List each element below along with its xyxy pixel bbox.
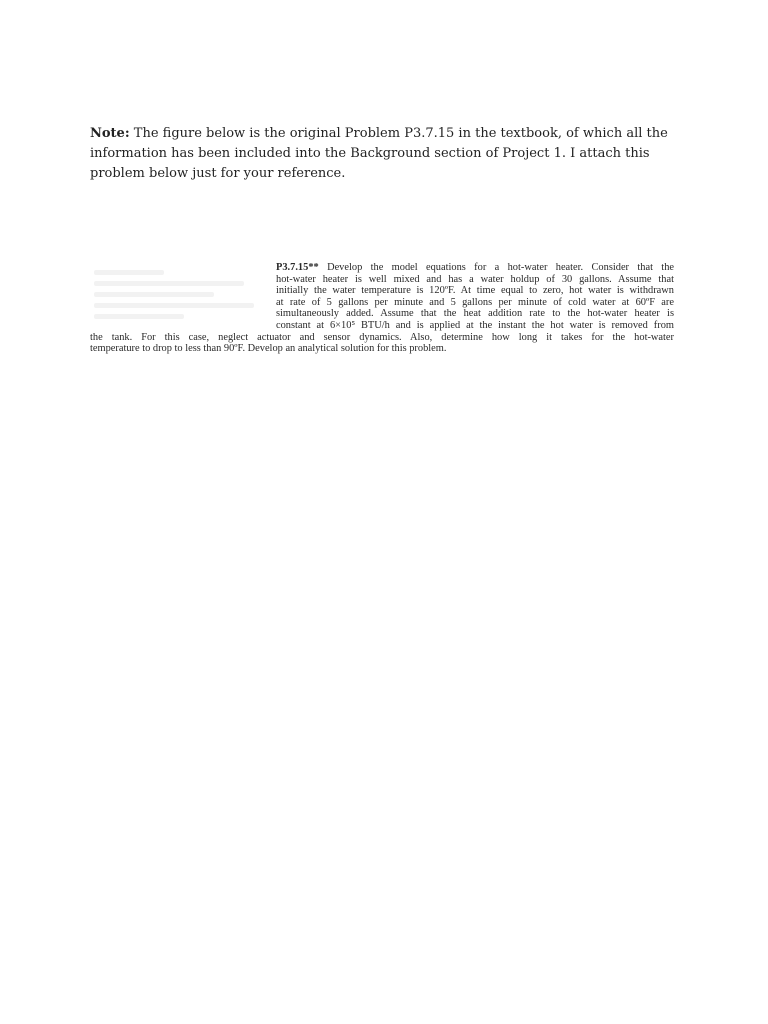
note-text: The figure below is the original Problem P3.7.15 in the textbook, of which all the information has been included into the Background section of Project 1. I attach this problem below just for your reference. <box>90 126 668 181</box>
problem-line-1: P3.7.15** Develop the model equations for a hot-water heater. Consider that the <box>276 262 674 273</box>
problem-figure <box>90 262 674 366</box>
problem-text <box>90 262 674 355</box>
note-paragraph <box>90 124 680 184</box>
problem-number: P3.7.15** <box>276 262 319 273</box>
problem-line-6: constant at 6×10⁵ BTU/h and is applied at the instant the hot water is removed from <box>276 319 674 331</box>
problem-line-4: at rate of 5 gallons per minute and 5 gallons per minute of cold water at 60ºF are <box>276 296 674 308</box>
problem-line-5: simultaneously added. Assume that the heat addition rate to the hot-water heater is <box>276 308 674 320</box>
note-label: Note: <box>90 126 130 141</box>
problem-line-2: hot-water heater is well mixed and has a water holdup of 30 gallons. Assume that <box>276 273 674 285</box>
problem-line-3: initially the water temperature is 120ºF. At time equal to zero, hot water is withdrawn <box>276 285 674 297</box>
problem-line-8: temperature to drop to less than 90ºF. Develop an analytical solution for this problem. <box>90 343 447 355</box>
problem-line-7: the tank. For this case, neglect actuator and sensor dynamics. Also, determine how long it takes for the hot-water <box>90 331 674 343</box>
